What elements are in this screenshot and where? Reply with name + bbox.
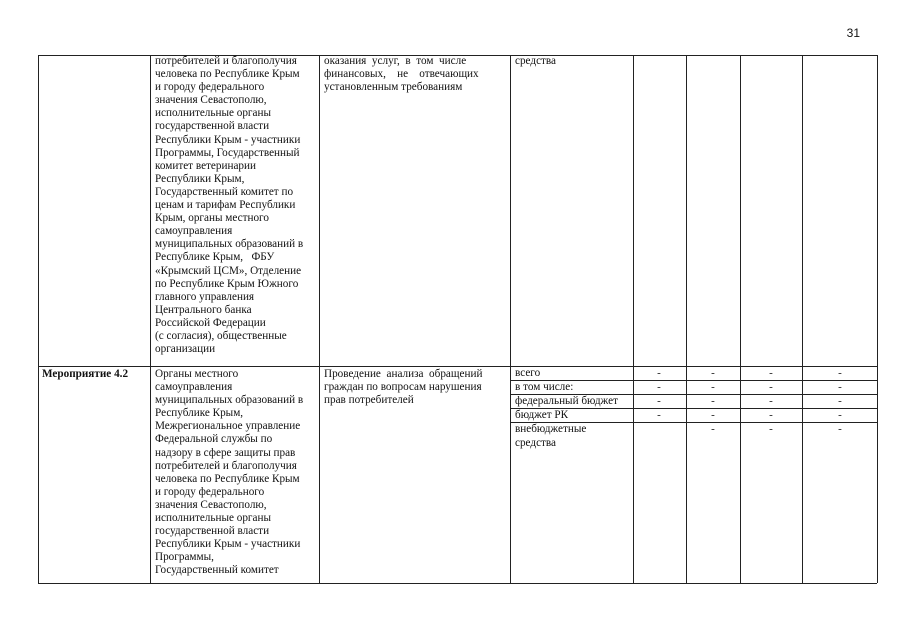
text-line: и городу федерального	[155, 81, 265, 94]
text-line: значения Севастополю,	[155, 498, 267, 511]
value-cell: -	[657, 367, 661, 379]
text-line: комитет ветеринарии	[155, 159, 256, 172]
text-line: Республики Крым,	[155, 172, 245, 185]
text-line: исполнительные органы	[155, 512, 271, 525]
value-cell: -	[769, 367, 773, 379]
text-line: самоуправления	[155, 225, 233, 238]
text-line: Республике Крым,	[155, 407, 244, 420]
text-line: установленным требованиям	[324, 81, 463, 94]
value-cell: -	[769, 381, 773, 393]
measure-number: Мероприятие 4.2	[42, 368, 129, 380]
table-border-bottom	[38, 583, 877, 584]
value-cell: -	[657, 381, 661, 393]
text-line: значения Севастополю,	[155, 94, 267, 107]
text-line: ценам и тарифам Республики	[155, 199, 296, 212]
page-number: 31	[846, 26, 860, 40]
text-line: и городу федерального	[155, 485, 265, 498]
text-line: финансовых, не отвечающих	[324, 68, 479, 81]
text-line: Проведение анализа обращений	[324, 368, 483, 380]
column-divider	[510, 55, 511, 583]
measure-description-top	[324, 55, 506, 94]
value-cell: -	[769, 395, 773, 407]
text-line: Крым, органы местного	[155, 212, 269, 225]
value-cell: -	[838, 395, 842, 407]
funding-label-federal: федеральный бюджет	[515, 395, 618, 407]
text-line: граждан по вопросам нарушения	[324, 381, 482, 394]
text-line: Республики Крым - участники	[155, 538, 301, 551]
text-line: Органы местного	[155, 368, 239, 380]
value-cell: -	[657, 409, 661, 421]
value-cell: -	[838, 409, 842, 421]
funding-label-offbudget: внебюджетные	[515, 423, 587, 435]
text-line: человека по Республике Крым	[155, 472, 300, 485]
text-line: надзору в сфере защиты прав	[155, 446, 296, 459]
value-cell: -	[769, 423, 773, 435]
text-line: Республике Крым, ФБУ	[155, 251, 275, 264]
column-divider	[633, 55, 634, 583]
value-cell: -	[711, 395, 715, 407]
text-line: Государственный комитет по	[155, 185, 294, 198]
text-line: Центрального банка	[155, 303, 252, 316]
column-divider	[686, 55, 687, 583]
value-cell: -	[711, 367, 715, 379]
value-cell: -	[711, 381, 715, 393]
text-line: самоуправления	[155, 381, 233, 394]
text-line: потребителей и благополучия	[155, 55, 297, 67]
text-line: прав потребителей	[324, 394, 414, 407]
funding-label-including: в том числе:	[515, 381, 574, 393]
funding-source-top	[515, 55, 556, 68]
text-line: государственной власти	[155, 120, 270, 133]
text-line: Межрегиональное управление	[155, 420, 301, 433]
column-divider	[319, 55, 320, 583]
table-border-left	[38, 55, 39, 583]
text-line: человека по Республике Крым	[155, 68, 300, 81]
value-cell: -	[838, 423, 842, 435]
value-cell: -	[657, 395, 661, 407]
text-line: по Республике Крым Южного	[155, 277, 299, 290]
text-line: муниципальных образований в	[155, 238, 304, 251]
text-line: муниципальных образований в	[155, 394, 304, 407]
text-line: потребителей и благополучия	[155, 459, 297, 472]
text-line: организации	[155, 343, 216, 356]
text-line: Федеральной службы по	[155, 433, 273, 446]
value-cell: -	[769, 409, 773, 421]
text-line: главного управления	[155, 290, 255, 303]
column-divider	[802, 55, 803, 583]
table-border-right	[877, 55, 878, 583]
row-divider	[38, 366, 877, 367]
text-line: (с согласия), общественные	[155, 329, 287, 342]
measure-description-bottom	[324, 368, 506, 407]
value-cell: -	[838, 367, 842, 379]
text-line: «Крымский ЦСМ», Отделение	[155, 264, 302, 277]
text-line: исполнительные органы	[155, 107, 271, 120]
text-line: Республики Крым - участники	[155, 133, 301, 146]
column-divider	[150, 55, 151, 583]
value-cell: -	[838, 381, 842, 393]
text-line: средства	[515, 55, 557, 67]
text-line: оказания услуг, в том числе	[324, 55, 467, 67]
funding-label-offbudget-2: средства	[515, 437, 557, 449]
text-line: государственной власти	[155, 525, 270, 538]
funding-label-total: всего	[515, 367, 541, 379]
text-line: Программы,	[155, 551, 214, 564]
text-line: Программы, Государственный	[155, 146, 300, 159]
text-line: Российской Федерации	[155, 316, 266, 329]
responsible-executors-bottom	[155, 368, 303, 578]
value-cell: -	[711, 423, 715, 435]
value-cell: -	[711, 409, 715, 421]
text-line: Государственный комитет	[155, 564, 279, 577]
column-divider	[740, 55, 741, 583]
responsible-executors-top	[155, 55, 303, 356]
funding-label-regional: бюджет РК	[515, 409, 569, 421]
